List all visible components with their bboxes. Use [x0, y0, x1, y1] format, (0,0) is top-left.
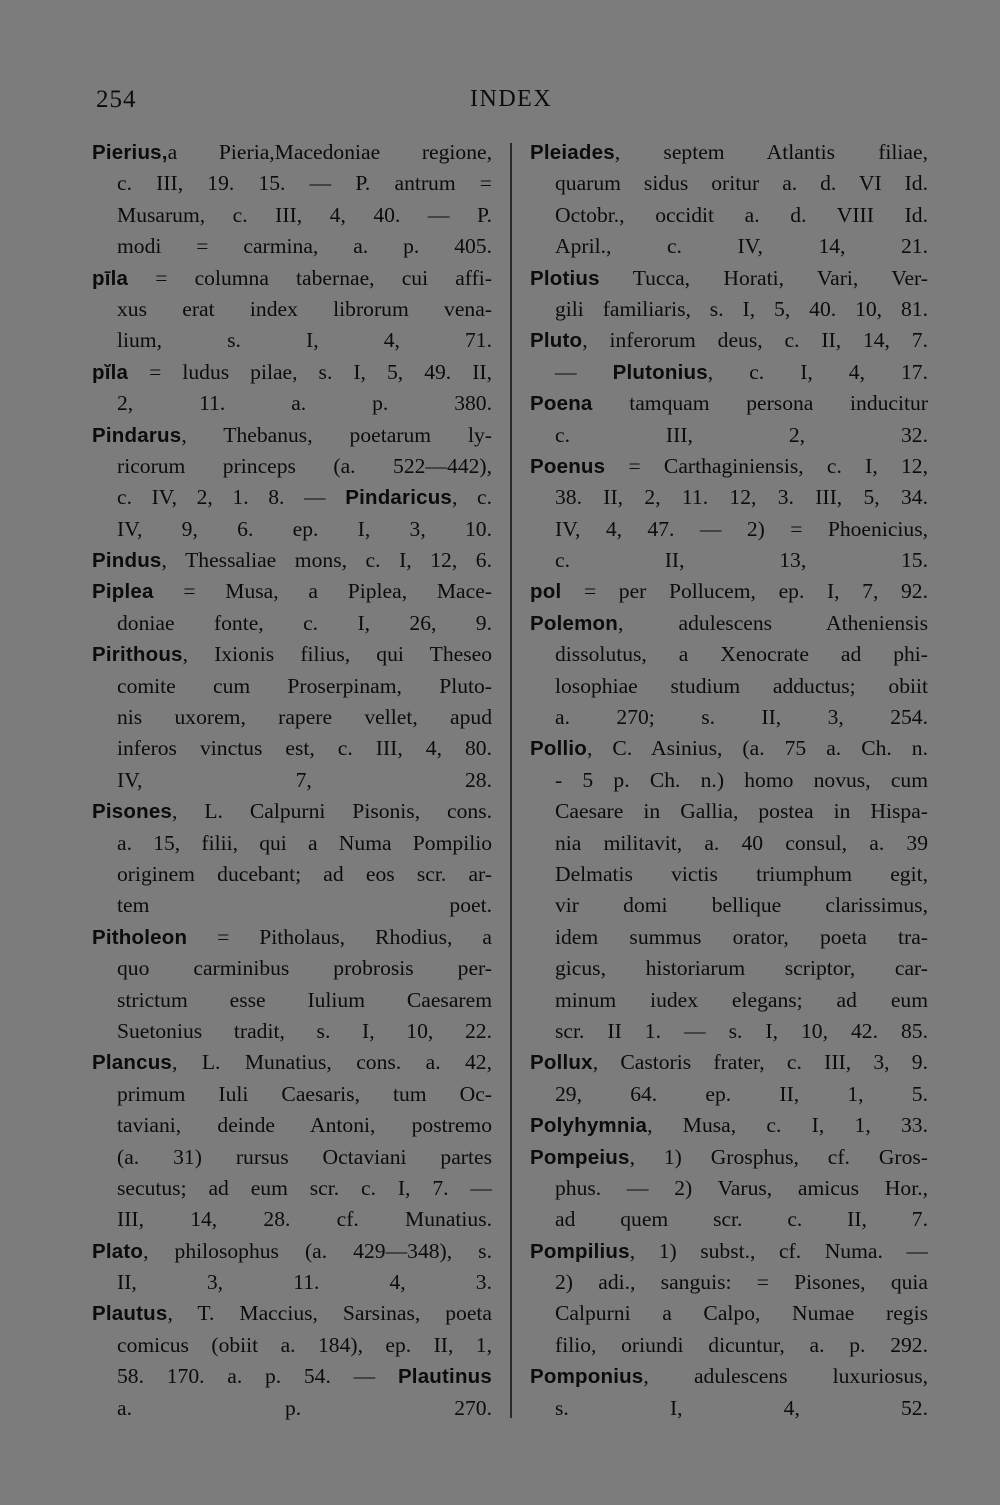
entry-text: nis uxorem, rapere vellet, apud [117, 705, 492, 730]
entry-text: idem summus orator, poeta tra- [555, 924, 928, 949]
entry-text: , 1) subst., cf. Numa. — [629, 1238, 928, 1263]
entry-text: , inferorum deus, c. II, 14, 7. [582, 328, 928, 353]
line-text [117, 1333, 492, 1357]
index-entry-start [530, 388, 928, 419]
entry-text: Tucca, Horati, Vari, Ver- [599, 265, 928, 290]
headword: Pierius, [92, 141, 168, 164]
headword: Pompeius [530, 1145, 630, 1169]
index-entry-line [92, 733, 492, 764]
line-text [530, 1050, 928, 1074]
index-entry-line [92, 890, 492, 921]
entry-text: minum iudex elegans; ad eum [555, 987, 928, 1012]
index-entry-line [530, 702, 928, 733]
index-entry-line [92, 451, 492, 482]
index-entry-start [530, 1047, 928, 1078]
entry-text: Musarum, c. III, 4, 40. — P. [117, 202, 492, 227]
entry-text: IV, 7, 28. [117, 767, 492, 792]
entry-text: Calpurni a Calpo, Numae regis [555, 1301, 928, 1326]
entry-text: losophiae studium adductus; obiit [555, 673, 928, 698]
entry-text: , Musa, c. I, 1, 33. [647, 1113, 928, 1138]
index-entry-line [92, 388, 492, 419]
headword: Pompilius [530, 1239, 630, 1263]
index-entry-line [530, 953, 928, 984]
entry-text: comicus (obiit a. 184), ep. II, 1, [117, 1332, 492, 1357]
entry-text: inferos vinctus est, c. III, 4, 80. [117, 736, 492, 761]
line-text [117, 328, 492, 352]
index-entry-line [530, 1079, 928, 1110]
entry-text: xus erat index librorum vena- [117, 296, 492, 321]
line-text [555, 956, 928, 980]
line-text [117, 674, 492, 698]
index-entry-line [530, 1267, 928, 1298]
index-entry-line [530, 1204, 928, 1235]
entry-text: s. I, 4, 52. [555, 1395, 928, 1420]
index-entry-line [92, 1204, 492, 1235]
entry-text: , c. [452, 485, 492, 510]
entry-text: , philosophus (a. 429—348), s. [143, 1238, 492, 1263]
index-entry-line [530, 1393, 928, 1424]
headword: Pindus [92, 549, 162, 573]
entry-text: filio, oriundi dicuntur, a. p. 292. [555, 1332, 928, 1357]
headword: Pomponius [530, 1365, 644, 1389]
entry-text: , L. Munatius, cons. a. 42, [172, 1050, 492, 1075]
line-text [530, 579, 928, 603]
entry-text: , c. I, 4, 17. [707, 359, 928, 384]
entry-text: , C. Asinius, (a. 75 a. Ch. n. [587, 736, 928, 761]
index-entry-start [530, 608, 928, 639]
index-entry-line [530, 765, 928, 796]
line-text [117, 1270, 492, 1294]
headword: Pluto [530, 329, 583, 353]
entry-text: , septem Atlantis filiae, [614, 140, 928, 164]
running-head: INDEX [470, 86, 553, 112]
line-text [117, 1364, 492, 1388]
entry-text: c. IV, 2, 1. 8. — [117, 485, 346, 510]
entry-text: secutus; ad eum scr. c. I, 7. — [117, 1175, 492, 1200]
line-text [530, 1113, 928, 1137]
index-entry-start [92, 137, 492, 168]
entry-text: = per Pollucem, ep. I, 7, 92. [561, 579, 928, 604]
entry-text: scr. II 1. — s. I, 10, 42. 85. [555, 1018, 928, 1043]
index-entry-line [530, 1298, 928, 1329]
entry-text: = Musa, a Piplea, Mace- [153, 579, 492, 604]
headword: Polyhymnia [530, 1114, 648, 1138]
headword: Pindaricus [345, 486, 453, 510]
index-entry-line [530, 922, 928, 953]
line-text [530, 736, 928, 760]
index-entry-line [530, 639, 928, 670]
index-entry-line [92, 1267, 492, 1298]
index-entry-line [92, 702, 492, 733]
index-entry-line [92, 231, 492, 262]
entry-text: nia militavit, a. 40 consul, a. 39 [555, 830, 928, 855]
line-text [530, 1364, 928, 1388]
entry-text: c. III, 19. 15. — P. antrum = [117, 171, 492, 196]
index-entry-line [530, 985, 928, 1016]
index-entry-line [92, 1079, 492, 1110]
index-entry-line [92, 168, 492, 199]
right-column [530, 137, 928, 1424]
index-entry-line [530, 200, 928, 231]
line-text [92, 1050, 492, 1074]
entry-text: modi = carmina, a. p. 405. [117, 234, 492, 259]
line-text [555, 1019, 928, 1043]
headword: Pitholeon [92, 925, 188, 949]
line-text [555, 988, 928, 1012]
line-text [555, 1176, 928, 1200]
index-entry-line [530, 168, 928, 199]
line-text [555, 203, 928, 227]
index-entry-line [530, 796, 928, 827]
entry-text: a. p. 270. [117, 1395, 492, 1420]
entry-text: tamquam persona inducitur [592, 391, 928, 416]
index-entry-line [530, 514, 928, 545]
index-entry-line [92, 828, 492, 859]
index-entry-start [530, 1142, 928, 1173]
entry-text: c. III, 2, 32. [555, 422, 928, 447]
entry-text: 2) adi., sanguis: = Pisones, quia [555, 1270, 928, 1295]
headword: Pollux [530, 1051, 593, 1075]
line-text [117, 1145, 492, 1169]
entry-text: primum Iuli Caesaris, tum Oc- [117, 1081, 492, 1106]
index-entry-line [530, 671, 928, 702]
line-text [92, 925, 492, 949]
line-text [117, 705, 492, 729]
index-entry-line [92, 608, 492, 639]
line-text [117, 485, 492, 509]
headword: pĭla [92, 360, 129, 384]
index-entry-line [92, 765, 492, 796]
index-entry-line [92, 1016, 492, 1047]
line-text [555, 893, 928, 917]
headword: Pleiades [530, 141, 615, 164]
headword: Plato [92, 1239, 144, 1263]
index-entry-start [92, 922, 492, 953]
headword: Piplea [92, 580, 154, 604]
index-entry-line [92, 985, 492, 1016]
headword: pol [530, 580, 562, 604]
line-text [555, 1207, 928, 1231]
entry-text: comite cum Proserpinam, Pluto- [117, 673, 492, 698]
index-entry-line [92, 859, 492, 890]
line-text [117, 454, 492, 478]
index-entry-start [530, 451, 928, 482]
index-entry-start [530, 263, 928, 294]
entry-text: (a. 31) rursus Octaviani partes [117, 1144, 492, 1169]
line-text [92, 799, 492, 823]
index-entry-line [530, 231, 928, 262]
line-text [530, 454, 928, 478]
index-entry-start [530, 1236, 928, 1267]
index-entry-start [92, 796, 492, 827]
index-entry-line [92, 1361, 492, 1392]
line-text [555, 642, 928, 666]
entry-text: II, 3, 11. 4, 3. [117, 1270, 492, 1295]
line-text [117, 203, 492, 227]
index-entry-line [530, 1016, 928, 1047]
line-text [555, 517, 928, 541]
entry-text: tem poet. [117, 893, 492, 918]
index-entry-line [92, 953, 492, 984]
entry-text: Caesare in Gallia, postea in Hispa- [555, 799, 928, 824]
line-text [555, 485, 928, 509]
entry-text: dissolutus, a Xenocrate ad phi- [555, 642, 928, 667]
index-entry-start [92, 1236, 492, 1267]
line-text [555, 1082, 928, 1106]
index-entry-line [530, 828, 928, 859]
line-text [92, 1239, 492, 1263]
line-text [92, 360, 492, 384]
line-text [92, 548, 492, 572]
index-entry-start [92, 1298, 492, 1329]
index-entry-start [92, 639, 492, 670]
entry-text: IV, 4, 47. — 2) = Phoenicius, [555, 516, 928, 541]
index-entry-line [92, 514, 492, 545]
index-entry-start [92, 576, 492, 607]
line-text [555, 1301, 928, 1325]
index-entry-line [530, 890, 928, 921]
line-text [555, 297, 928, 321]
entry-text: = Pitholaus, Rhodius, a [187, 924, 492, 949]
entry-text: gili familiaris, s. I, 5, 40. 10, 81. [555, 296, 928, 321]
headword: Poena [530, 392, 593, 416]
line-text [117, 736, 492, 760]
column-divider [510, 143, 512, 1418]
entry-text: 29, 64. ep. II, 1, 5. [555, 1081, 928, 1106]
line-text [555, 423, 928, 447]
line-text [117, 611, 492, 635]
index-entry-line [530, 1173, 928, 1204]
index-entry-line [92, 1142, 492, 1173]
index-entry-start [92, 1047, 492, 1078]
index-entry-start [92, 420, 492, 451]
index-entry-line [530, 420, 928, 451]
line-text [530, 266, 928, 290]
entry-text: 58. 170. a. p. 54. — [117, 1364, 398, 1389]
entry-text: 2, 11. a. p. 380. [117, 391, 492, 416]
line-text [117, 171, 492, 195]
line-text [117, 862, 492, 886]
line-text [530, 391, 928, 415]
entry-text: ricorum princeps (a. 522—442), [117, 453, 492, 478]
line-text [555, 768, 928, 792]
line-text [555, 360, 928, 384]
index-entry-line [92, 671, 492, 702]
index-entry-start [92, 357, 492, 388]
index-entry-line [530, 1330, 928, 1361]
entry-text: , Castoris frater, c. III, 3, 9. [592, 1050, 928, 1075]
line-text [555, 862, 928, 886]
line-text [555, 548, 928, 572]
entry-text: a Pieria,Macedoniae regione, [167, 140, 492, 164]
entry-text: = ludus pilae, s. I, 5, 49. II, [128, 359, 492, 384]
index-entry-start [530, 137, 928, 168]
index-entry-line [92, 1110, 492, 1141]
page-number: 254 [96, 86, 137, 113]
line-text [555, 234, 928, 258]
entry-text: IV, 9, 6. ep. I, 3, 10. [117, 516, 492, 541]
line-text [117, 1082, 492, 1106]
line-text [117, 831, 492, 855]
line-text [555, 171, 928, 195]
index-entry-start [530, 733, 928, 764]
entry-text: Octobr., occidit a. d. VIII Id. [555, 202, 928, 227]
entry-text: = Carthaginiensis, c. I, 12, [605, 453, 928, 478]
line-text [555, 705, 928, 729]
line-text [555, 1333, 928, 1357]
index-entry-start [92, 545, 492, 576]
index-entry-start [530, 1361, 928, 1392]
entry-text: Delmatis victis triumphum egit, [555, 861, 928, 886]
line-text [117, 956, 492, 980]
line-text [92, 140, 492, 164]
headword: Pollio [530, 737, 588, 761]
line-text [530, 1239, 928, 1263]
line-text [117, 1019, 492, 1043]
index-entry-start [530, 325, 928, 356]
entry-text: quo carminibus probrosis per- [117, 956, 492, 981]
entry-text: April., c. IV, 14, 21. [555, 234, 928, 259]
line-text [117, 1207, 492, 1231]
entry-text: originem ducebant; ad eos scr. ar- [117, 861, 492, 886]
index-entry-line [530, 859, 928, 890]
line-text [530, 328, 928, 352]
line-text [92, 266, 492, 290]
index-entry-line [92, 482, 492, 513]
line-text [92, 423, 492, 447]
line-text [117, 893, 492, 917]
index-entry-start [92, 263, 492, 294]
line-text [117, 768, 492, 792]
entry-text: - 5 p. Ch. n.) homo novus, cum [555, 767, 928, 792]
line-text [555, 799, 928, 823]
index-entry-line [92, 1330, 492, 1361]
entry-text: , adulescens luxuriosus, [643, 1364, 928, 1389]
line-text [117, 1176, 492, 1200]
line-text [555, 831, 928, 855]
index-entry-start [530, 576, 928, 607]
line-text [92, 1301, 492, 1325]
index-entry-line [92, 294, 492, 325]
entry-text: lium, s. I, 4, 71. [117, 328, 492, 353]
line-text [530, 140, 928, 164]
entry-text: c. II, 13, 15. [555, 548, 928, 573]
headword: Plutonius [612, 360, 708, 384]
index-entry-line [92, 1173, 492, 1204]
index-entry-line [530, 482, 928, 513]
headword: Plautinus [397, 1365, 492, 1389]
entry-text: = columna tabernae, cui affi- [128, 265, 492, 290]
headword: Plotius [530, 266, 600, 290]
line-text [117, 1396, 492, 1420]
entry-text: , Ixionis filius, qui Theseo [182, 642, 492, 667]
headword: Plancus [92, 1051, 173, 1075]
headword: Poenus [530, 454, 606, 478]
line-text [117, 517, 492, 541]
entry-text: phus. — 2) Varus, amicus Hor., [555, 1175, 928, 1200]
entry-text: III, 14, 28. cf. Munatius. [117, 1207, 492, 1232]
line-text [92, 579, 492, 603]
entry-text: strictum esse Iulium Caesarem [117, 987, 492, 1012]
entry-text: , L. Calpurni Pisonis, cons. [172, 799, 492, 824]
line-text [117, 234, 492, 258]
entry-text: quarum sidus oritur a. d. VI Id. [555, 171, 928, 196]
entry-text: doniae fonte, c. I, 26, 9. [117, 610, 492, 635]
entry-text: , T. Maccius, Sarsinas, poeta [167, 1301, 492, 1326]
line-text [117, 297, 492, 321]
entry-text: taviani, deinde Antoni, postremo [117, 1113, 492, 1138]
index-entry-line [92, 325, 492, 356]
headword: pīla [92, 266, 129, 290]
line-text [555, 1270, 928, 1294]
line-text [555, 674, 928, 698]
entry-text: Suetonius tradit, s. I, 10, 22. [117, 1018, 492, 1043]
line-text [555, 925, 928, 949]
index-entry-start [530, 1110, 928, 1141]
headword: Pisones [92, 800, 173, 824]
index-entry-line [530, 294, 928, 325]
entry-text: vir domi bellique clarissimus, [555, 893, 928, 918]
index-entry-line [92, 1393, 492, 1424]
entry-text: , 1) Grosphus, cf. Gros- [629, 1144, 928, 1169]
line-text [117, 391, 492, 415]
entry-text: , Thebanus, poetarum ly- [181, 422, 492, 447]
index-entry-line [530, 545, 928, 576]
line-text [530, 611, 928, 635]
entry-text: — [555, 359, 613, 384]
headword: Pirithous [92, 643, 183, 667]
headword: Plautus [92, 1302, 168, 1326]
line-text [92, 642, 492, 666]
index-entry-line [530, 357, 928, 388]
line-text [117, 988, 492, 1012]
headword: Pindarus [92, 423, 182, 447]
line-text [530, 1145, 928, 1169]
entry-text: 38. II, 2, 11. 12, 3. III, 5, 34. [555, 485, 928, 510]
entry-text: , Thessaliae mons, c. I, 12, 6. [161, 548, 492, 573]
entry-text: gicus, historiarum scriptor, car- [555, 956, 928, 981]
entry-text: , adulescens Atheniensis [617, 610, 928, 635]
line-text [555, 1396, 928, 1420]
entry-text: a. 270; s. II, 3, 254. [555, 705, 928, 730]
headword: Polemon [530, 611, 618, 635]
entry-text: ad quem scr. c. II, 7. [555, 1207, 928, 1232]
line-text [117, 1113, 492, 1137]
entry-text: a. 15, filii, qui a Numa Pompilio [117, 830, 492, 855]
left-column [92, 137, 492, 1424]
index-entry-line [92, 200, 492, 231]
